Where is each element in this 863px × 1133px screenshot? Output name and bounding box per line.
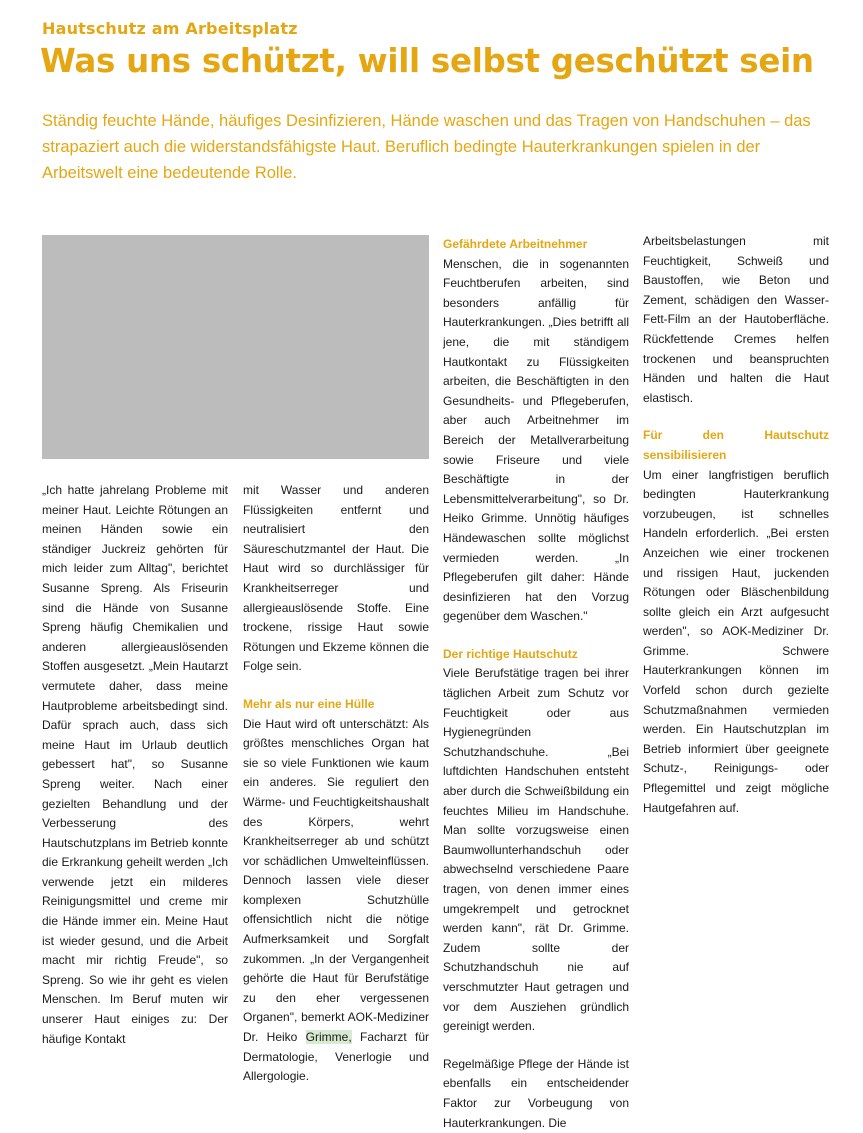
- article-lead: Ständig feuchte Hände, häufiges Desinfizieren, Hände waschen und das Tragen von Handschuhen – das strapaziert auch die widerstandsfähigste Haut. Beruflich bedingte Hauterkrankungen spielen in der Arbeitswelt eine bedeutende Rolle.: [42, 112, 811, 182]
- paragraph-text: Die Haut wird oft unterschätzt: Als größtes menschliches Organ hat sie so viele Funktionen wie kaum ein anderes. Sie reguliert den Wärme- und Feuchtigkeitshaushalt des Körpers, wehrt Krankheitserreger ab und schützt vor schädlichen Umwelteinflüssen. Dennoch lassen viele dieser komplexen Schutzhülle offensichtlich nicht die nötige Aufmerksamkeit und Sorgfalt zukommen. „In der Vergangenheit gehörte die Haut für Berufstätige zu den eher vergessenen Organen", bemerkt AOK-Mediziner Dr. Heiko: [243, 716, 429, 1045]
- section-heading: Mehr als nur eine Hülle: [243, 696, 375, 711]
- paragraph: Menschen, die in sogenannten Feuchtberufen arbeiten, sind besonders anfällig für Hauterkrankungen. „Dies betrifft all jene, die mit ständigem Hautkontakt zu Flüssigkeiten arbeiten, die Beschäftigten in den Gesundheits- und Pflegeberufen, aber auch Arbeitnehmer im Bereich der Metallverarbeitung sowie Friseure und viele Beschäftigte in der Lebensmittelverarbeitung", so Dr. Heiko Grimme. Unnötig häufiges Händewaschen sollte möglichst vermieden werden. „In Pflegeberufen gilt daher: Hände desinfizieren hat den Vorzug gegenüber dem Waschen.": [443, 256, 629, 624]
- article-kicker: Hautschutz am Arbeitsplatz: [42, 19, 298, 38]
- paragraph: mit Wasser und anderen Flüssigkeiten entfernt und neutralisiert den Säureschutzmantel der Haut. Die Haut wird so durchlässiger für Krankheitserreger und allergieauslösende Stoffe. Eine trockene, rissige Haut sowie Rötungen und Ekzeme können die Folge sein.: [243, 483, 429, 674]
- article-headline: Was uns schützt, will selbst geschützt sein: [40, 42, 814, 80]
- paragraph: [243, 715, 429, 1087]
- section-heading: Der richtige Hautschutz: [443, 646, 578, 661]
- text-column-1: [42, 481, 228, 1049]
- paragraph: Regelmäßige Pflege der Hände ist ebenfalls ein entscheidender Faktor zur Vorbeugung von Hauterkrankungen. Die: [443, 1056, 629, 1130]
- highlighted-text: Grimme,: [305, 1030, 352, 1045]
- text-column-3: [443, 235, 629, 1133]
- paragraph-text: Facharzt für Dermatologie, Venerlogie und Allergologie.: [243, 1030, 430, 1084]
- section-heading: Gefährdete Arbeitnehmer: [443, 237, 588, 251]
- text-column-4: [643, 232, 829, 818]
- section-heading: Für den Hautschutz sensibilisieren: [643, 428, 829, 462]
- paragraph: Viele Berufstätige tragen bei ihrer täglichen Arbeit zum Schutz vor Feuchtigkeit oder aus Hygienegründen Schutzhandschuhe. „Bei luftdichten Handschuhen entsteht aber durch die Schweißbildung ein feuchtes Milieu im Handschuhe. Man sollte vorzugsweise einen Baumwollunterhandschuh oder abwechselnd verschiedene Paare tragen, von denen immer eines umgekrempelt und getrocknet werden kann", rät Dr. Grimme. Zudem sollte der Schutzhandschuh nie auf verschmutzter Haut getragen und vor dem Ausziehen gründlich gereinigt werden.: [443, 666, 629, 1034]
- text-column-2: [243, 481, 429, 1087]
- paragraph: Arbeitsbelastungen mit Feuchtigkeit, Schweiß und Baustoffen, wie Beton und Zement, schädigen den Wasser-Fett-Film an der Hautoberfläche. Rückfettende Cremes helfen trockenen und beanspruchten Händen und halten die Haut elastisch.: [643, 234, 829, 405]
- paragraph: „Ich hatte jahrelang Probleme mit meiner Haut. Leichte Rötungen an meinen Händen sowie ein ständiger Juckreiz gehörten für mich leider zum Alltag", berichtet Susanne Spreng. Als Friseurin sind die Hände von Susanne Spreng häufig Chemikalien und anderen allergieauslösenden Stoffen ausgesetzt. „Mein Hautarzt vermutete daher, dass meine Hautprobleme arbeitsbedingt sind. Dafür sprach auch, dass sich meine Haut im Urlaub deutlich gebessert hat", so Susanne Spreng weiter. Nach einer gezielten Behandlung und der Verbesserung des Hautschutzplans im Betrieb konnte die Erkrankung geheilt werden „Ich verwende jetzt ein milderes Reinigungsmittel und creme mir die Hände immer ein. Meine Haut ist wieder gesund, und die Arbeit macht mir richtig Freude", so Spreng. So wie ihr geht es vielen Menschen. Im Beruf muten wir unserer Haut einiges zu: Der häufige Kontakt: [42, 483, 228, 1046]
- article-image-placeholder: [42, 235, 429, 459]
- paragraph: Um einer langfristigen beruflich bedingten Hauterkrankung vorzubeugen, ist schnelles Handeln erforderlich. „Bei ersten Anzeichen wie einer trockenen und rissigen Haut, juckenden Rötungen oder Bläschenbildung sollte gleich ein Arzt aufgesucht werden", so AOK-Mediziner Dr. Grimme. Schwere Hauterkrankungen können im Vorfeld schon durch gezielte Schutzmaßnahmen vermieden werden. Ein Hautschutzplan im Betrieb informiert über geeignete Schutz-, Reinigungs- oder Pflegemittel und zeigt mögliche Hautgefahren auf.: [643, 467, 829, 815]
